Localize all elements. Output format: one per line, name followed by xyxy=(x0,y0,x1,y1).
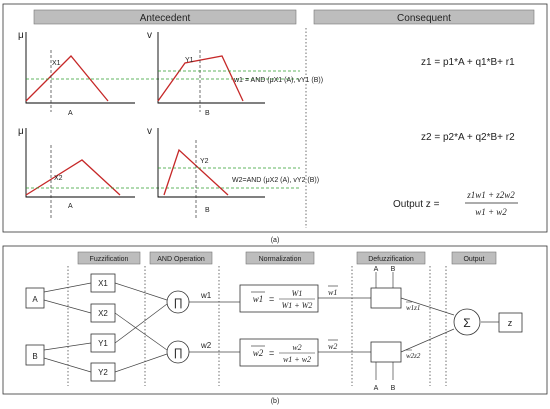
input-b-label: B xyxy=(32,352,38,361)
v-axis-label-top: v xyxy=(147,30,152,41)
defuzz1-b: B xyxy=(390,266,396,273)
norm1-numerator: W1 xyxy=(291,289,303,298)
out2-label: w2z2 xyxy=(406,352,421,360)
b-label-top: B xyxy=(205,110,210,117)
stage-normalization: Normalization xyxy=(258,256,302,263)
norm2-numerator: w2 xyxy=(292,343,302,352)
membership-y1 xyxy=(158,56,243,101)
x1-node-label: X1 xyxy=(98,279,108,288)
norm2-equals: = xyxy=(269,348,275,358)
w2-rule: W2=AND (μX2 (A), vY2 (B)) xyxy=(232,177,320,184)
x1-label: X1 xyxy=(52,60,61,67)
x2-node-label: X2 xyxy=(98,309,108,318)
out1-label: w1z1 xyxy=(406,304,421,312)
defuzz-box-2 xyxy=(371,342,401,362)
defuzz-box-1 xyxy=(371,288,401,308)
norm2-lhs: w2 xyxy=(252,348,264,358)
stage-output: Output xyxy=(463,256,485,263)
output-denominator: w1 + w2 xyxy=(475,207,507,217)
sigma-symbol: Σ xyxy=(463,316,471,330)
a-label-bottom: A xyxy=(68,203,73,210)
input-a-label: A xyxy=(32,295,38,304)
mu-axis-label-bottom: μ xyxy=(18,126,24,137)
y1-label: Y1 xyxy=(185,57,194,64)
pi-symbol-2: ∏ xyxy=(173,347,183,359)
pi-symbol-1: ∏ xyxy=(173,297,183,309)
x2-label: X2 xyxy=(54,175,63,182)
output-numerator: z1w1 + z2w2 xyxy=(467,190,515,200)
y2-node-label: Y2 xyxy=(98,368,108,377)
wbar2-label: w2 xyxy=(328,342,338,351)
a-label-top: A xyxy=(68,110,73,117)
v-axis-label-bottom: v xyxy=(147,126,152,137)
panel-a-frame xyxy=(3,4,547,232)
norm1-denominator: W1 + W2 xyxy=(281,301,313,310)
defuzz1-a: A xyxy=(373,266,379,273)
z1-equation: z1 = p1*A + q1*B+ r1 xyxy=(421,57,515,68)
caption-a: (a) xyxy=(270,237,280,244)
stage-fuzzification: Fuzzification xyxy=(89,256,129,263)
stage-defuzzification: Defuzzification xyxy=(368,256,414,263)
consequent-header: Consequent xyxy=(397,13,451,24)
defuzz2-a: A xyxy=(373,385,379,392)
norm2-denominator: w1 + w2 xyxy=(282,355,312,364)
w1-label: w1 xyxy=(201,291,212,300)
defuzz2-b: B xyxy=(390,385,396,392)
y2-label: Y2 xyxy=(200,158,209,165)
w2-label: w2 xyxy=(201,341,212,350)
antecedent-header: Antecedent xyxy=(139,13,191,24)
norm1-equals: = xyxy=(269,294,275,304)
z2-equation: z2 = p2*A + q2*B+ r2 xyxy=(421,132,515,143)
graph-y2-axes xyxy=(158,128,265,197)
membership-x1 xyxy=(26,56,108,101)
w1-rule: w1 = AND (μX1 (A), vY1 (B)) xyxy=(234,77,324,84)
wbar1-label: w1 xyxy=(328,288,338,297)
y1-node-label: Y1 xyxy=(98,339,108,348)
graph-x2-axes xyxy=(26,128,135,197)
stage-and-operation: AND Operation xyxy=(157,256,205,263)
mu-axis-label-top: μ xyxy=(18,30,24,41)
caption-b: (b) xyxy=(270,398,280,405)
graph-y1-axes xyxy=(158,32,265,103)
membership-x2 xyxy=(26,160,120,195)
norm1-lhs: w1 xyxy=(252,294,264,304)
b-label-bottom: B xyxy=(205,207,210,214)
output-z-label: z xyxy=(507,318,513,328)
output-label: Output z = xyxy=(393,199,440,210)
